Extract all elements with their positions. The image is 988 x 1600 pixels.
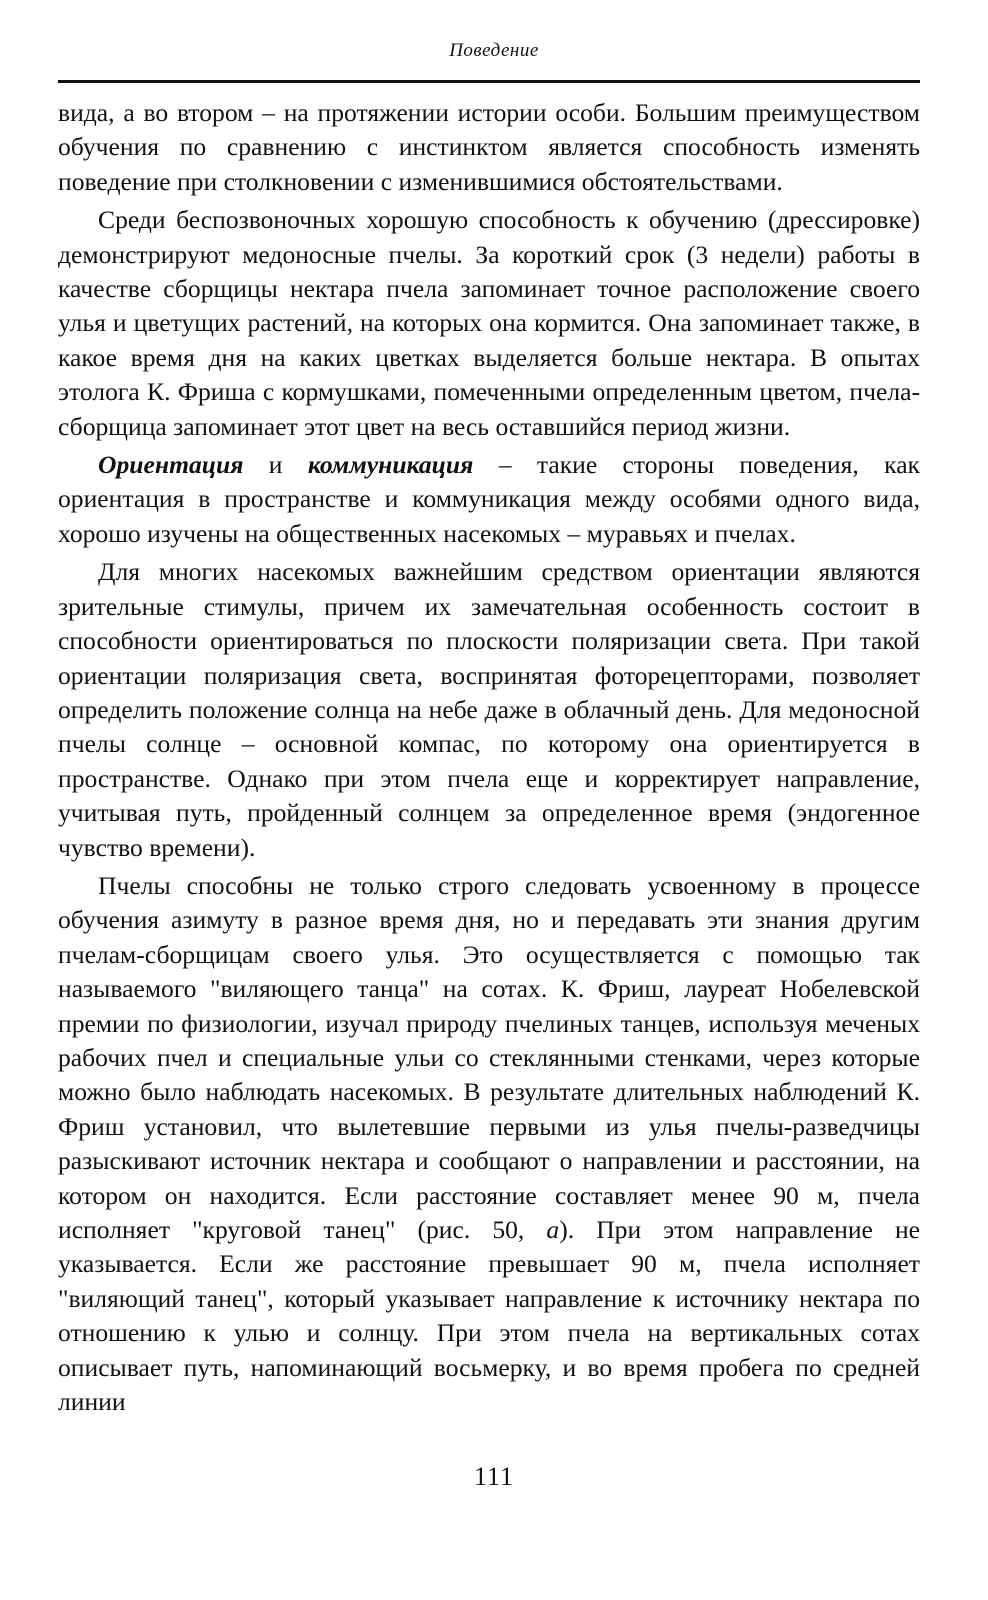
paragraph-5-text: Пчелы способны не только строго следовать усвоенному в процессе обучения азимуту в разное время дня, но и передавать эти знания другим пчелам-сборщицам своего улья. Это осуществляется с помощью так называемого "виляющего танца" на сотах. К. Фриш, лауреат Нобелевской премии по физиологии, изучал природу пчелиных танцев, используя меченых рабочих пчел и специальные ульи со стеклянными стенками, через которые можно было наблюдать насекомых. В результате длительных наблюдений К. Фриш установил, что вылетевшие первыми из улья пчелы-разведчицы разыскивают источник нектара и сообщают о направлении и расстоянии, на котором он находится. Если расстояние составляет менее 90 м, пчела исполняет "круговой танец" (рис. 50, bbox=[58, 870, 920, 1244]
paragraph-4: Для многих насекомых важнейшим средством ориентации являются зрительные стимулы, причем их замечательная особенность состоит в способности ориентироваться по плоскости поляризации света. При такой ориентации поляризация света, воспринятая фоторецепторами, позволяет определить положение солнца на небе даже в облачный день. Для медоносной пчелы солнце – основной компас, по которому она ориентируется в пространстве. Однако при этом пчела еще и корректирует направление, учитывая путь, пройденный солнцем за определенное время (эндогенное чувство времени). bbox=[58, 557, 920, 862]
term-orientation: Ориентация bbox=[98, 450, 244, 480]
paragraph-1: вида, а во втором – на протяжении истории особи. Большим преимуществом обучения по сравнению с инстинктом является способность изменять поведение при столкновении с изменившимися обстоятельствами. bbox=[58, 98, 920, 196]
figure-letter: а bbox=[546, 1215, 560, 1244]
body-text bbox=[58, 96, 920, 1419]
conjunction: и bbox=[243, 450, 308, 480]
header-rule bbox=[58, 80, 920, 83]
running-head: Поведение bbox=[449, 40, 539, 61]
paragraph-3-text: – такие стороны поведения, как ориентация в пространстве и коммуникация между особями одного вида, хорошо изучены на общественных насекомых – муравьях и пчелах. bbox=[58, 450, 920, 548]
term-communication: коммуникация bbox=[307, 450, 474, 480]
paragraph-3 bbox=[58, 448, 920, 551]
page-number: 111 bbox=[473, 1462, 515, 1491]
paragraph-5 bbox=[58, 869, 920, 1420]
paragraph-5-text-after: ). При этом направление не указывается. Если же расстояние превышает 90 м, пчела исполняет "виляющий танец", который указывает направление к источнику нектара по отношению к улью и солнцу. При этом пчела на вертикальных сотах описывает путь, напоминающий восьмерку, и во время пробега по средней линии bbox=[58, 1215, 921, 1417]
paragraph-2: Среди беспозвоночных хорошую способность к обучению (дрессировке) демонстрируют медоносные пчелы. За короткий срок (3 недели) работы в качестве сборщицы нектара пчела запоминает точное расположение своего улья и цветущих растений, на которых она кормится. Она запоминает также, в какое время дня на каких цветках выделяется больше нектара. В опытах этолога К. Фриша с кормушками, помеченными определенным цветом, пчела-сборщица запоминает этот цвет на весь оставшийся период жизни. bbox=[58, 205, 920, 441]
